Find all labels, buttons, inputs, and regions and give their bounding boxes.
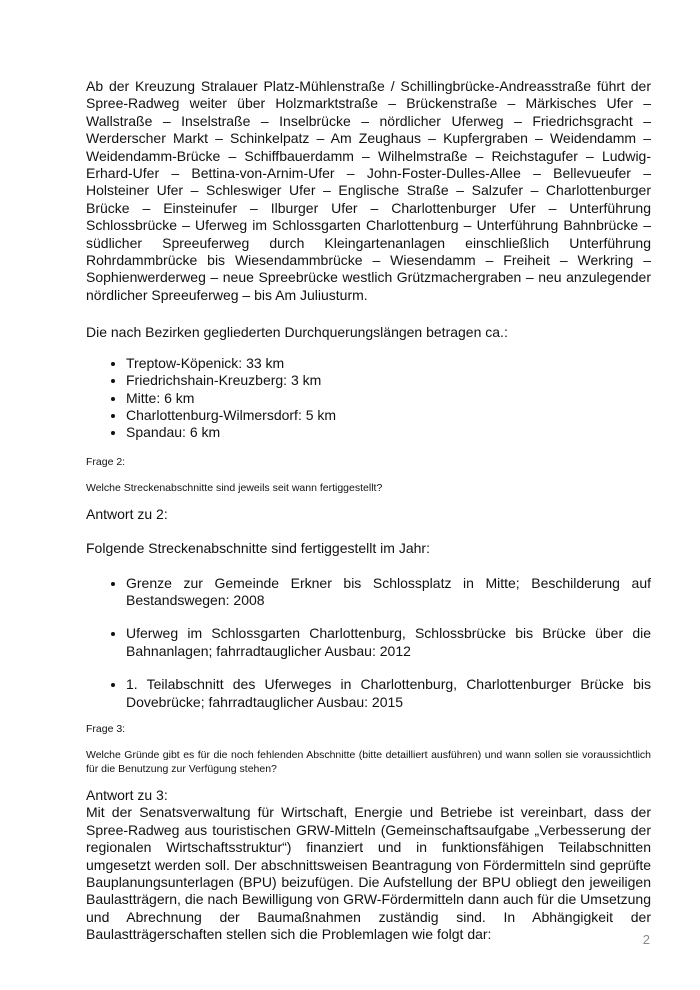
list-item: • Grenze zur Gemeinde Erkner bis Schlossplatz in Mitte; Beschilderung auf Bestandswegen: 2008	[126, 575, 651, 610]
answer-2-label: Antwort zu 2:	[86, 505, 168, 522]
list-item: • Spandau: 6 km	[126, 424, 651, 441]
list-item: • Friedrichshain-Kreuzberg: 3 km	[126, 372, 651, 389]
list-item: • Treptow-Köpenick: 33 km	[126, 355, 651, 372]
list-item: • 1. Teilabschnitt des Uferweges in Charlottenburg, Charlottenburger Brücke bis Dovebrücke; fahrradtauglicher Ausbau: 2015	[126, 676, 651, 711]
page-content	[86, 78, 651, 944]
list-item: • Mitte: 6 km	[126, 390, 651, 407]
lengths-intro: Die nach Bezirken gegliederten Durchquerungslängen betragen ca.:	[86, 324, 508, 341]
page-number: 2	[642, 932, 650, 947]
answer-2-intro: Folgende Streckenabschnitte sind fertiggestellt im Jahr:	[86, 540, 430, 557]
question-3-label: Frage 3:	[86, 722, 126, 735]
list-item: • Charlottenburg-Wilmersdorf: 5 km	[126, 407, 651, 424]
completed-sections-list	[86, 575, 651, 711]
list-item: • Uferweg im Schlossgarten Charlottenburg, Schlossbrücke bis Brücke über die Bahnanlagen; fahrradtauglicher Ausbau: 2012	[126, 625, 651, 660]
district-list	[86, 355, 651, 442]
question-2-text: Welche Streckenabschnitte sind jeweils seit wann fertiggestellt?	[86, 481, 383, 494]
question-3-text: Welche Gründe gibt es für die noch fehlenden Abschnitte (bitte detailliert ausführen) und wann sollen sie voraussichtlich für die Benutzung zur Verfügung stehen?	[86, 748, 651, 775]
question-2-label: Frage 2:	[86, 455, 126, 468]
intro-paragraph: Ab der Kreuzung Stralauer Platz-Mühlenstraße / Schillingbrücke-Andreasstraße führt der Spree-Radweg weiter über Holzmarktstraße – Brückenstraße – Märkisches Ufer – Wallstraße – Inselstraße – Inselbrücke – nördlicher Uferweg – Friedrichsgracht – Werderscher Markt – Schinkelpatz – Am Zeughaus – Kupfergraben – Weidendamm – Weidendamm-Brücke – Schiffbauerdamm – Wilhelmstraße – Reichstagufer – Ludwig-Erhard-Ufer – Bettina-von-Arnim-Ufer – John-Foster-Dulles-Allee – Bellevueufer – Holsteiner Ufer – Schleswiger Ufer – Englische Straße – Salzufer – Charlottenburger Brücke – Einsteinufer – Ilburger Ufer – Charlottenburger Ufer – Unterführung Schlossbrücke – Uferweg im Schlossgarten Charlottenburg – Unterführung Bahnbrücke – südlicher Spreeuferweg durch Kleingartenanlagen einschließlich Unterführung Rohrdammbrücke bis Wiesendammbrücke – Wiesendamm – Freiheit – Werkring – Sophienwerderweg – neue Spreebrücke westlich Grützmachergraben – neu anzulegender nördlicher Spreeuferweg – bis Am Juliusturm.	[86, 78, 651, 303]
answer-3-label: Antwort zu 3:	[86, 786, 168, 803]
answer-3-text: Mit der Senatsverwaltung für Wirtschaft, Energie und Betriebe ist vereinbart, dass der Spree-Radweg aus touristischen GRW-Mitteln (Gemeinschaftsaufgabe „Verbesserung der regionalen Wirtschaftsstruktur“) finanziert und in funktionsfähigen Teilabschnitten umgesetzt werden soll. Der abschnittsweisen Beantragung von Fördermitteln sind geprüfte Bauplanungsunterlagen (BPU) beizufügen. Die Aufstellung der BPU obliegt den jeweiligen Baulastträgern, die nach Bewilligung von GRW-Fördermitteln dann auch für die Umsetzung und Abrechnung der Baumaßnahmen zuständig sind. In Abhängigkeit der Baulastträgerschaften stellen sich die Problemlagen wie folgt dar:	[86, 804, 651, 943]
